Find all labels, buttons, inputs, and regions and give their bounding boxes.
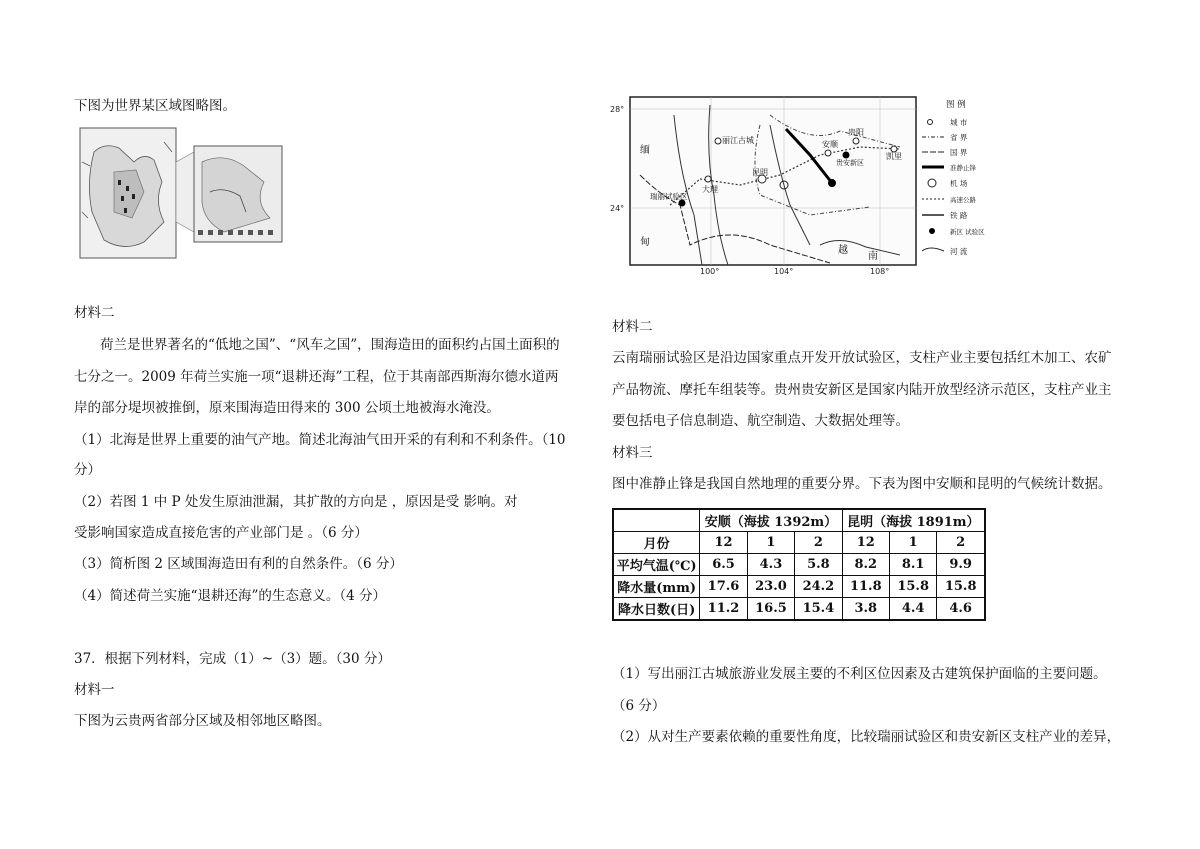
europe-region-map	[74, 122, 286, 264]
legend-railway: 铁 路	[950, 211, 968, 220]
table-row	[613, 598, 985, 621]
city-anshun: 安顺	[822, 140, 838, 149]
table-cell: 11.8	[842, 576, 889, 598]
legend-river: 河 流	[950, 247, 968, 256]
table-cell: 15.8	[889, 576, 936, 598]
table-cell: 1	[889, 532, 936, 554]
legend-provincial-boundary: 省 界	[950, 133, 968, 142]
netherlands-para-line3: 岸的部分堤坝被推倒，原来围海造田得来的 300 公顷土地被海水淹没。	[74, 400, 500, 416]
right-question-1-line2: （6 分）	[612, 698, 666, 714]
material2-heading-right: 材料二	[612, 319, 653, 335]
table-cell: 15.8	[937, 576, 985, 598]
vietnam-label-2: 南	[868, 251, 878, 262]
row-label-precip: 降水量(mm)	[613, 576, 700, 598]
lon-104-label: 104°	[774, 267, 794, 275]
table-cell: 24.2	[795, 576, 842, 598]
table-row	[613, 576, 985, 598]
table-row	[613, 532, 985, 554]
table-header-row	[613, 509, 985, 532]
material2-line1: 云南瑞丽试验区是沿边国家重点开发开放试验区，支柱产业主要包括红木加工、农矿	[612, 350, 1112, 366]
table-cell: 3.8	[842, 598, 889, 621]
lon-100-label: 100°	[700, 267, 720, 275]
netherlands-para-line2: 七分之一。2009 年荷兰实施一项“退耕还海”工程，位于其南部西斯海尔德水道两	[74, 369, 559, 385]
city-kunming: 昆明	[752, 168, 768, 177]
table-cell: 6.5	[700, 554, 747, 576]
table-cell: 12	[842, 532, 889, 554]
table-row	[613, 554, 985, 576]
ruili-zone-label: 瑞丽试验区	[650, 192, 688, 201]
table-cell: 1	[747, 532, 794, 554]
row-label-temp: 平均气温(℃)	[613, 554, 700, 576]
row-label-month: 月份	[613, 532, 700, 554]
map-intro-world: 下图为世界某区域图略图。	[74, 98, 236, 114]
table-cell: 8.1	[889, 554, 936, 576]
table-cell: 9.9	[937, 554, 985, 576]
map-intro-yungui: 下图为云贵两省部分区域及相邻地区略图。	[74, 713, 331, 729]
right-question-1-line1: （1）写出丽江古城旅游业发展主要的不利区位因素及古建筑保护面临的主要问题。	[612, 666, 1107, 682]
lat-28-label: 28°	[610, 105, 625, 114]
city-dali: 大理	[702, 185, 718, 194]
legend-front: 准静止锋	[950, 164, 976, 172]
material3-heading: 材料三	[612, 445, 653, 461]
yungui-region-map	[610, 95, 998, 275]
myanmar-label-1: 缅	[640, 145, 650, 156]
question-1-line1: （1）北海是世界上重要的油气产地。简述北海油气田开采的有利和不利条件。（10	[74, 432, 566, 448]
table-cell: 4.6	[937, 598, 985, 621]
netherlands-para-line1: 荷兰是世界著名的“低地之国”、“风车之国”，围海造田的面积约占国土面积的	[100, 337, 560, 353]
row-label-days: 降水日数(日)	[613, 598, 700, 621]
table-cell: 4.3	[747, 554, 794, 576]
table-cell: 11.2	[700, 598, 747, 621]
lon-108-label: 108°	[870, 267, 890, 275]
table-cell: 2	[937, 532, 985, 554]
myanmar-label-2: 甸	[640, 237, 650, 248]
table-cell: 5.8	[795, 554, 842, 576]
question-37-heading: 37．根据下列材料，完成（1）~（3）题。（30 分）	[74, 651, 391, 667]
guian-new-area-label: 贵安新区	[836, 159, 864, 167]
table-cell: 4.4	[889, 598, 936, 621]
table-cell: 12	[700, 532, 747, 554]
material3-line1: 图中准静止锋是我国自然地理的重要分界。下表为图中安顺和昆明的气候统计数据。	[612, 476, 1112, 492]
question-2-line1: （2）若图 1 中 P 处发生原油泄漏，其扩散的方向是 ，原因是受 影响。对	[74, 494, 518, 510]
table-corner	[613, 509, 700, 532]
legend-national-boundary: 国 界	[950, 148, 968, 157]
table-cell: 16.5	[747, 598, 794, 621]
question-3: （3）简析图 2 区域围海造田有利的自然条件。（6 分）	[74, 556, 403, 572]
legend-city: 城 市	[950, 118, 968, 127]
legend-airport: 机 场	[950, 179, 968, 188]
material2-heading-left: 材料二	[74, 305, 115, 321]
table-cell: 2	[795, 532, 842, 554]
climate-table	[612, 508, 986, 621]
question-4: （4）简述荷兰实施“退耕还海”的生态意义。（4 分）	[74, 588, 387, 604]
question-2-line2: 受影响国家造成直接危害的产业部门是 。（6 分）	[74, 525, 368, 541]
vietnam-label-1: 越	[838, 245, 848, 256]
legend-title: 图 例	[946, 100, 966, 110]
table-cell: 8.2	[842, 554, 889, 576]
table-cell: 17.6	[700, 576, 747, 598]
material2-line3: 要包括电子信息制造、航空制造、大数据处理等。	[612, 413, 909, 429]
city-lijiang: 丽江古城	[722, 136, 754, 145]
city-guiyang: 贵阳	[848, 128, 864, 137]
table-cell: 15.4	[795, 598, 842, 621]
city-kaili: 凯里	[886, 152, 902, 161]
legend-new-area: 新区 试验区	[950, 228, 985, 236]
header-kunming: 昆明（海拔 1891m）	[842, 509, 985, 532]
legend-highway: 高速公路	[950, 196, 976, 204]
material2-line2: 产品物流、摩托车组装等。贵州贵安新区是国家内陆开放型经济示范区，支柱产业主	[612, 382, 1112, 398]
header-anshun: 安顺（海拔 1392m）	[700, 509, 842, 532]
right-question-2-line1: （2）从对生产要素依赖的重要性角度，比较瑞丽试验区和贵安新区支柱产业的差异，	[612, 729, 1121, 745]
lat-24-label: 24°	[610, 204, 625, 213]
material1-heading: 材料一	[74, 682, 115, 698]
question-1-line2: 分）	[74, 462, 101, 478]
table-cell: 23.0	[747, 576, 794, 598]
